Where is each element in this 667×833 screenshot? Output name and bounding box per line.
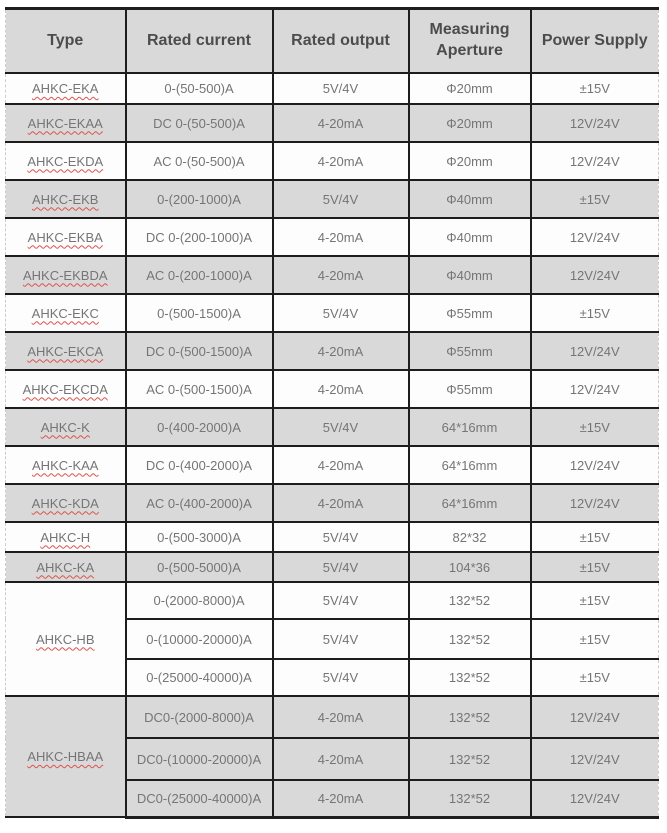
cell-rated-current: 0-(10000-20000)A [126, 619, 273, 659]
cell-rated-current: AC 0-(50-500)A [126, 142, 273, 180]
cell-aperture: Φ40mm [409, 256, 531, 294]
cell-aperture: Φ55mm [409, 370, 531, 408]
cell-aperture: 132*52 [409, 619, 531, 659]
cell-power-supply: 12V/24V [531, 738, 659, 780]
column-header-power-supply: Power Supply [531, 9, 659, 74]
cell-rated-output: 4-20mA [273, 370, 409, 408]
type-label: AHKC-KAA [32, 457, 99, 473]
cell-rated-current: DC 0-(400-2000)A [126, 446, 273, 484]
type-cell [6, 552, 126, 582]
cell-power-supply: 12V/24V [531, 256, 659, 294]
table-row [6, 218, 659, 256]
cell-power-supply: 12V/24V [531, 484, 659, 522]
cell-power-supply: ±15V [531, 408, 659, 446]
cell-rated-current: AC 0-(500-1500)A [126, 370, 273, 408]
column-header-rated-current: Rated current [126, 9, 273, 74]
cell-rated-current: 0-(400-2000)A [126, 408, 273, 446]
cell-rated-output: 5V/4V [273, 180, 409, 218]
cell-aperture: 132*52 [409, 780, 531, 817]
cell-rated-output: 4-20mA [273, 332, 409, 370]
cell-power-supply: ±15V [531, 659, 659, 696]
cell-rated-output: 4-20mA [273, 104, 409, 142]
table-row [6, 522, 659, 552]
cell-rated-current: DC 0-(200-1000)A [126, 218, 273, 256]
cell-aperture: Φ20mm [409, 104, 531, 142]
cell-aperture: 132*52 [409, 582, 531, 619]
cell-rated-output: 4-20mA [273, 484, 409, 522]
type-cell [6, 408, 126, 446]
type-cell [6, 484, 126, 522]
type-label: AHKC-HBAA [27, 749, 104, 764]
cell-rated-output: 5V/4V [273, 408, 409, 446]
cell-rated-current: AC 0-(400-2000)A [126, 484, 273, 522]
table-row [6, 696, 659, 738]
cell-rated-output: 5V/4V [273, 294, 409, 332]
cell-rated-current: 0-(2000-8000)A [126, 582, 273, 619]
cell-rated-current: 0-(500-1500)A [126, 294, 273, 332]
cell-rated-current: DC0-(2000-8000)A [126, 696, 273, 738]
cell-aperture: Φ40mm [409, 218, 531, 256]
cell-rated-current: DC 0-(500-1500)A [126, 332, 273, 370]
cell-rated-output: 5V/4V [273, 582, 409, 619]
column-header-measuring-aperture: Measuring Aperture [409, 9, 531, 74]
type-label: AHKC-EKBDA [22, 267, 108, 283]
type-label: AHKC-EKCDA [22, 381, 108, 397]
cell-power-supply: ±15V [531, 552, 659, 582]
cell-aperture: 64*16mm [409, 484, 531, 522]
table-row [6, 142, 659, 180]
cell-rated-current: 0-(500-5000)A [126, 552, 273, 582]
table-row [6, 370, 659, 408]
cell-rated-output: 5V/4V [273, 73, 409, 104]
cell-rated-current: DC0-(25000-40000)A [126, 780, 273, 817]
cell-power-supply: 12V/24V [531, 696, 659, 738]
cell-aperture: 64*16mm [409, 408, 531, 446]
cell-power-supply: 12V/24V [531, 780, 659, 817]
cell-aperture: Φ40mm [409, 180, 531, 218]
cell-rated-output: 5V/4V [273, 659, 409, 696]
spec-table [5, 7, 659, 819]
cell-aperture: 132*52 [409, 696, 531, 738]
table-row [6, 332, 659, 370]
cell-aperture: 132*52 [409, 659, 531, 696]
cell-power-supply: 12V/24V [531, 370, 659, 408]
table-row [6, 73, 659, 104]
cell-power-supply: 12V/24V [531, 332, 659, 370]
cell-power-supply: ±15V [531, 522, 659, 552]
column-header-rated-output: Rated output [273, 9, 409, 74]
cell-aperture: Φ20mm [409, 142, 531, 180]
type-label: AHKC-KA [36, 559, 95, 575]
cell-rated-current: 0-(50-500)A [126, 73, 273, 104]
type-cell [6, 180, 126, 218]
table-row [6, 256, 659, 294]
cell-rated-output: 4-20mA [273, 696, 409, 738]
type-label: AHKC-EKDA [27, 153, 104, 169]
cell-power-supply: ±15V [531, 73, 659, 104]
cell-rated-output: 4-20mA [273, 446, 409, 484]
column-header-type: Type [6, 9, 126, 74]
type-cell [6, 696, 126, 817]
cell-rated-output: 4-20mA [273, 738, 409, 780]
table-row [6, 552, 659, 582]
type-cell [6, 256, 126, 294]
cell-power-supply: ±15V [531, 582, 659, 619]
type-cell [6, 522, 126, 552]
type-label: AHKC-EKC [31, 305, 99, 321]
cell-rated-current: DC 0-(50-500)A [126, 104, 273, 142]
cell-rated-current: 0-(200-1000)A [126, 180, 273, 218]
cell-rated-output: 4-20mA [273, 218, 409, 256]
header-row [6, 9, 659, 74]
cell-aperture: 64*16mm [409, 446, 531, 484]
type-label: AHKC-K [40, 419, 90, 435]
type-cell [6, 104, 126, 142]
table-row [6, 582, 659, 619]
cell-power-supply: 12V/24V [531, 218, 659, 256]
type-label: AHKC-KDA [31, 495, 99, 511]
table-row [6, 446, 659, 484]
type-cell [6, 73, 126, 104]
cell-rated-output: 4-20mA [273, 142, 409, 180]
cell-aperture: Φ20mm [409, 73, 531, 104]
cell-rated-current: 0-(25000-40000)A [126, 659, 273, 696]
cell-rated-output: 5V/4V [273, 522, 409, 552]
cell-power-supply: ±15V [531, 180, 659, 218]
table-body [6, 73, 659, 817]
type-cell [6, 446, 126, 484]
type-label: AHKC-EKB [32, 191, 99, 207]
type-cell [6, 582, 126, 696]
cell-rated-output: 4-20mA [273, 256, 409, 294]
table-row [6, 408, 659, 446]
type-label: AHKC-EKCA [27, 343, 104, 359]
cell-aperture: Φ55mm [409, 332, 531, 370]
cell-rated-current: DC0-(10000-20000)A [126, 738, 273, 780]
type-label: AHKC-EKAA [27, 115, 103, 131]
cell-power-supply: ±15V [531, 619, 659, 659]
cell-rated-output: 4-20mA [273, 780, 409, 817]
cell-power-supply: 12V/24V [531, 104, 659, 142]
cell-rated-current: 0-(500-3000)A [126, 522, 273, 552]
cell-rated-output: 5V/4V [273, 619, 409, 659]
cell-power-supply: 12V/24V [531, 142, 659, 180]
table-row [6, 484, 659, 522]
type-label: AHKC-EKBA [27, 229, 103, 245]
cell-aperture: Φ55mm [409, 294, 531, 332]
cell-rated-output: 5V/4V [273, 552, 409, 582]
type-cell [6, 294, 126, 332]
type-label: AHKC-EKA [32, 81, 99, 96]
cell-aperture: 104*36 [409, 552, 531, 582]
type-cell [6, 142, 126, 180]
table-row [6, 104, 659, 142]
table-row [6, 294, 659, 332]
cell-power-supply: ±15V [531, 294, 659, 332]
table-row [6, 180, 659, 218]
cell-rated-current: AC 0-(200-1000)A [126, 256, 273, 294]
cell-aperture: 132*52 [409, 738, 531, 780]
type-cell [6, 370, 126, 408]
cell-power-supply: 12V/24V [531, 446, 659, 484]
type-cell [6, 218, 126, 256]
type-label: AHKC-H [40, 529, 91, 545]
type-label: AHKC-HB [35, 631, 95, 647]
type-cell [6, 332, 126, 370]
cell-aperture: 82*32 [409, 522, 531, 552]
